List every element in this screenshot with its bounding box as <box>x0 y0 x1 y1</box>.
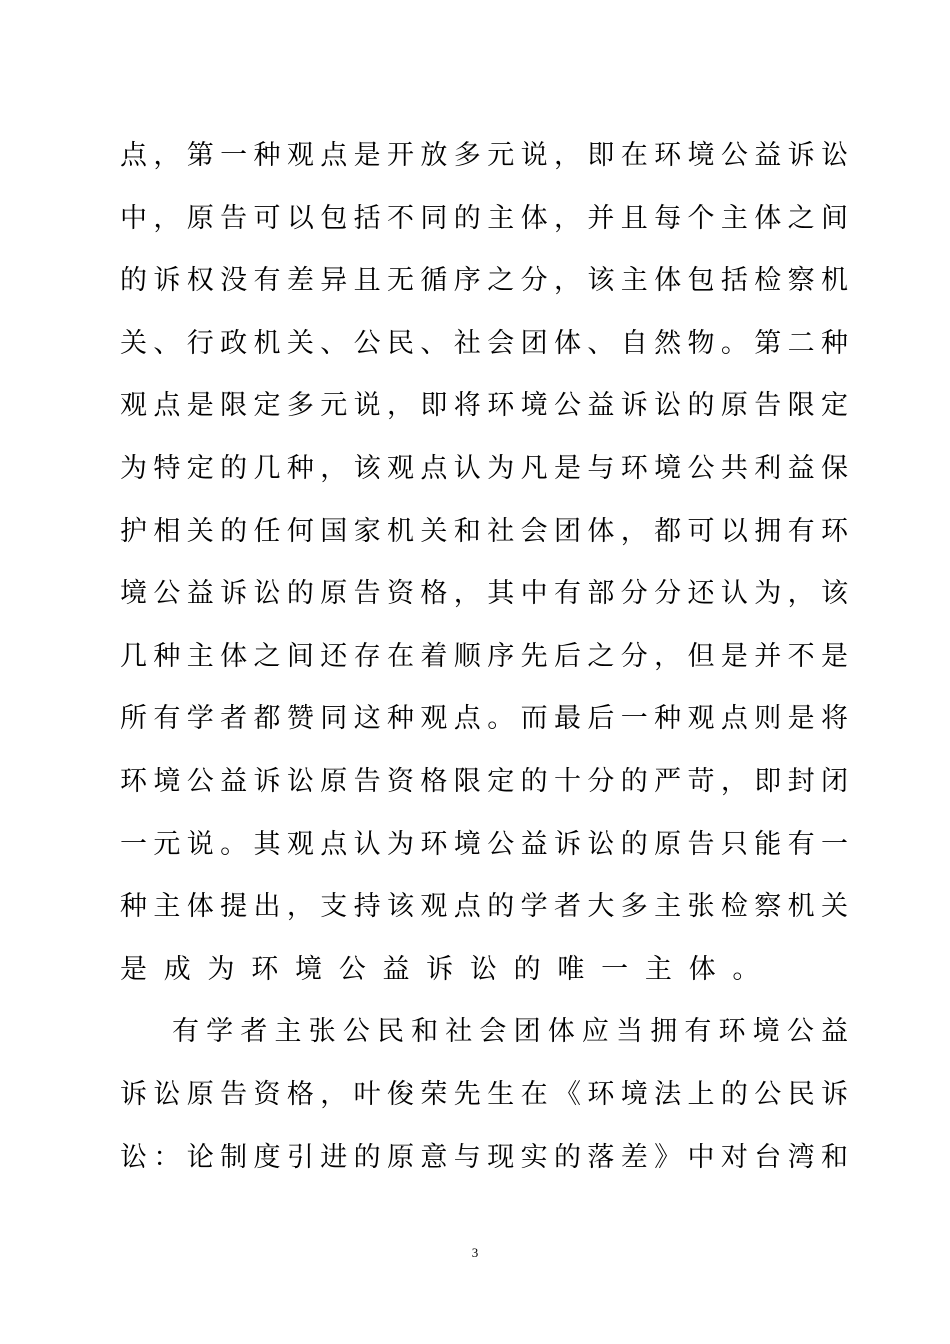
text-line: 几种主体之间还存在着顺序先后之分，但是并不是 <box>120 640 848 672</box>
text-line: 观点是限定多元说，即将环境公益诉讼的原告限定 <box>120 390 848 422</box>
paragraph-end-line: 是成为环境公益诉讼的唯一主体。 <box>120 953 777 985</box>
text-line: 诉讼原告资格，叶俊荣先生在《环境法上的公民诉 <box>120 1078 848 1110</box>
body-text <box>120 125 848 1189</box>
paragraph-start-line: 有学者主张公民和社会团体应当拥有环境公益 <box>172 1016 848 1048</box>
text-line: 为特定的几种，该观点认为凡是与环境公共利益保 <box>120 452 848 484</box>
text-line: 点，第一种观点是开放多元说，即在环境公益诉讼 <box>120 140 848 171</box>
text-line: 关、行政机关、公民、社会团体、自然物。第二种 <box>120 327 848 359</box>
text-line: 种主体提出，支持该观点的学者大多主张检察机关 <box>120 891 848 923</box>
text-line: 的诉权没有差异且无循序之分，该主体包括检察机 <box>120 265 848 297</box>
text-line: 讼：论制度引进的原意与现实的落差》中对台湾和 <box>120 1141 848 1173</box>
text-line: 环境公益诉讼原告资格限定的十分的严苛，即封闭 <box>120 765 848 797</box>
text-line: 所有学者都赞同这种观点。而最后一种观点则是将 <box>120 703 848 735</box>
text-line: 护相关的任何国家机关和社会团体，都可以拥有环 <box>120 515 848 547</box>
page-number: 3 <box>471 1245 479 1260</box>
text-line: 境公益诉讼的原告资格，其中有部分分还认为，该 <box>120 578 848 610</box>
text-line: 中，原告可以包括不同的主体，并且每个主体之间 <box>120 202 848 234</box>
text-line: 一元说。其观点认为环境公益诉讼的原告只能有一 <box>120 828 848 860</box>
